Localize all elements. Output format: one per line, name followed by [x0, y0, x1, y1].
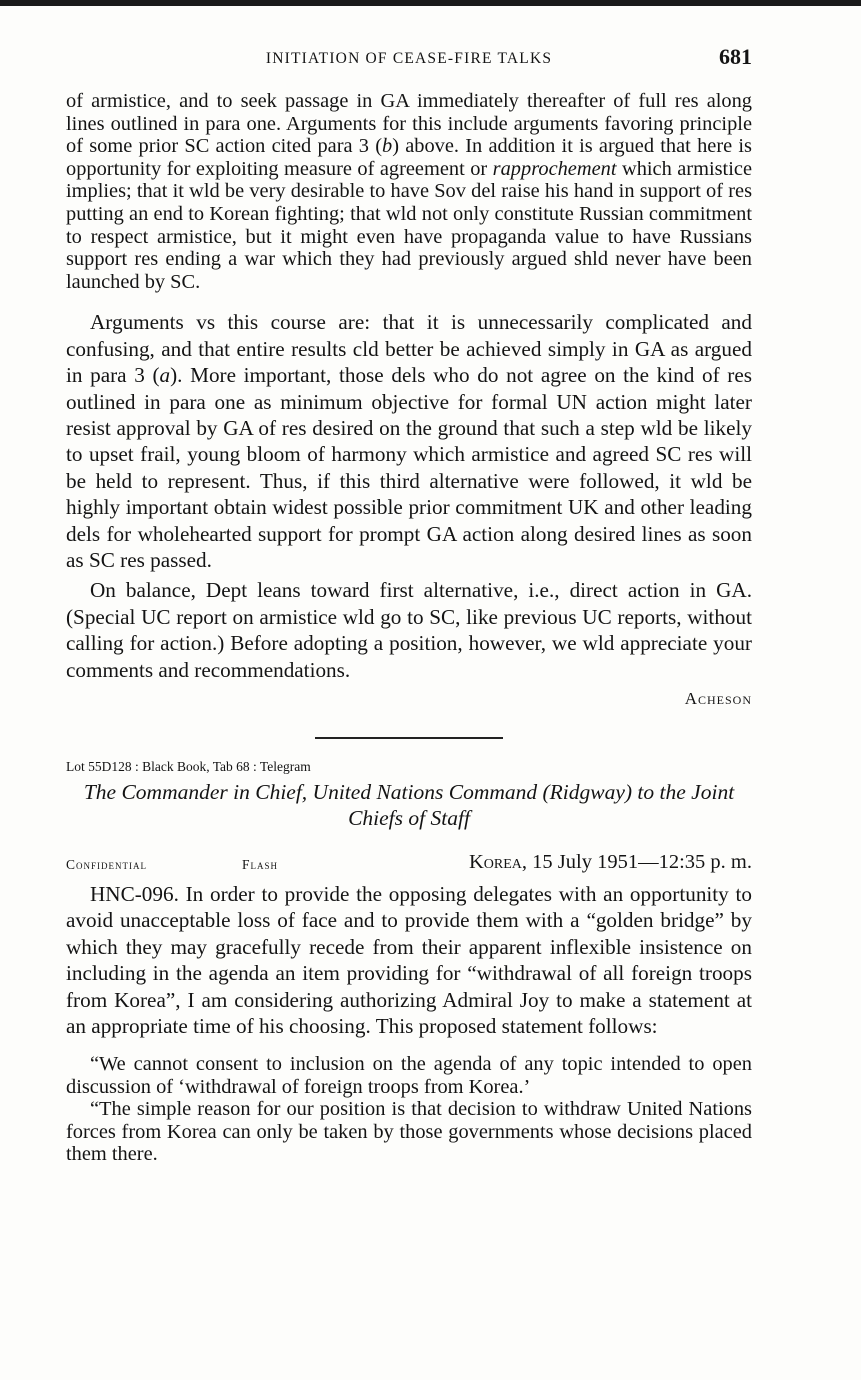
- paragraph-text: ) above. In addition it is argued that here is opportunity for exploiting measure of agreement or: [66, 135, 752, 180]
- classification-label: Confidential: [66, 857, 147, 873]
- telegram-body: HNC-096. In order to provide the opposing delegates with an opportunity to avoid unacceptable loss of face and to provide them with a “golden bridge” by which they may gracefully recede from their apparent inflexible insistence on including in the agenda an item providing for “withdrawal of all foreign troops from Korea”, I am considering authorizing Admiral Joy to make a statement at an appropriate time of his choosing. This proposed statement follows:: [66, 882, 752, 1039]
- paragraph-conclusion: On balance, Dept leans toward first alternative, i.e., direct action in GA. (Special UC report on armistice wld go to SC, like previous UC reports, without calling for action.) Before adopting a position, however, we wld appreciate your comments and recommendations.: [66, 578, 752, 682]
- signature: Acheson: [684, 689, 752, 709]
- reference-b: b: [382, 135, 393, 158]
- section-divider: [315, 737, 503, 739]
- precedence-label: Flash: [242, 857, 279, 873]
- dateline: [469, 851, 752, 874]
- source-note: Lot 55D128 : Black Book, Tab 68 : Telegram: [66, 759, 311, 775]
- italic-term: rapprochement: [492, 157, 617, 180]
- running-head: INITIATION OF CEASE-FIRE TALKS: [265, 50, 553, 67]
- paragraph-text: ). More important, those dels who do not agree on the kind of res outlined in para one as minimum objective for formal UN action might later resist approval by GA of res desired on the ground that such a step wld be likely to upset frail, young bloom of harmony which armistice and agreed SC res will be held to represent. Thus, if this third alternative were followed, it wld be highly important obtain widest possible prior commitment UK and other leading dels for wholehearted support for prompt GA action along desired lines as soon as SC res passed.: [66, 363, 752, 572]
- paragraph-continuation: [66, 90, 752, 293]
- dateline-place: Korea: [469, 851, 522, 874]
- paragraph-arguments-against: [66, 309, 752, 573]
- reference-a: a: [159, 363, 171, 388]
- paragraph-text: which armistice implies; that it wld be very desirable to have Sov del raise his hand in support of res putting an end to Korean fighting; that wld not only constitute Russian commitment to respect armistice, but it might even have propaganda value to have Russians support res ending a war which they had previously argued shld never have been launched by SC.: [66, 157, 752, 293]
- paragraph-text: of armistice, and to seek passage in GA immediately thereafter of full res along lines outlined in para one. Arguments for this include arguments favoring principle of some prior SC action cited para 3 (: [66, 90, 752, 158]
- quoted-statement: “The simple reason for our position is that decision to withdraw United Nations forces from Korea can only be taken by those governments whose decisions placed them there.: [66, 1098, 752, 1166]
- dateline-row: [66, 851, 752, 879]
- page-number: 681: [719, 44, 752, 69]
- paragraph-text: Arguments vs this course are: that it is unnecessarily complicated and confusing, and that entire results cld better be achieved simply in GA as argued in para 3 (: [66, 310, 752, 388]
- document-title: The Commander in Chief, United Nations Command (Ridgway) to the Joint Chiefs of Staff: [83, 780, 735, 831]
- quoted-statement: “We cannot consent to inclusion on the agenda of any topic intended to open discussion of ‘withdrawal of foreign troops from Korea.’: [66, 1053, 752, 1098]
- dateline-date: , 15 July 1951—12:35 p. m.: [521, 851, 752, 874]
- page-top-edge: [0, 0, 861, 6]
- document-page: [66, 44, 752, 1166]
- page-header: [66, 44, 752, 74]
